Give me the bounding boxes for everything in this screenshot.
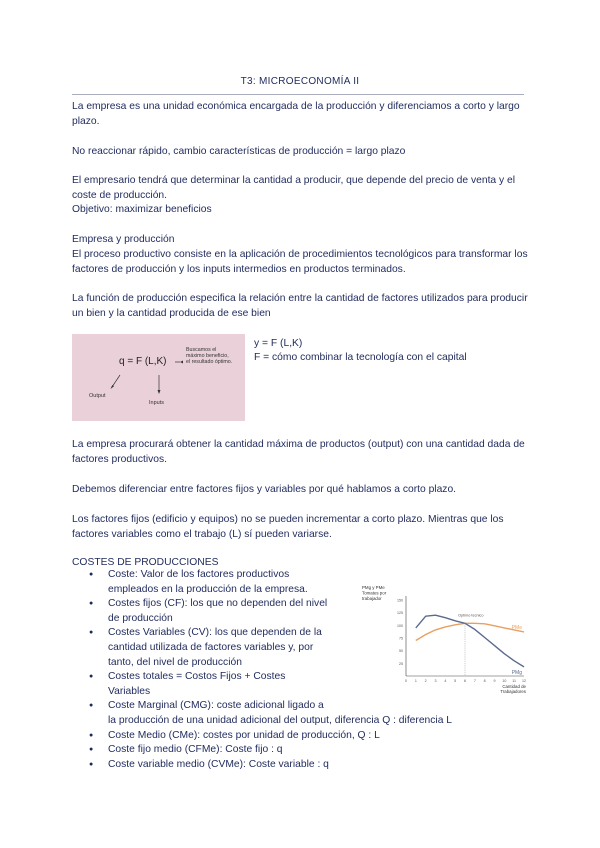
x-tick-label: 10 [502, 679, 507, 683]
list-item [72, 758, 542, 773]
x-tick-label: 7 [473, 679, 476, 683]
y-axis-label: Tomates por [362, 590, 387, 596]
y-tick-label: 75 [399, 636, 403, 641]
x-tick-label: 6 [464, 679, 466, 683]
intro-paragraph: La empresa es una unidad económica encargada de la producción y diferenciamos a corto y largo plazo. [72, 101, 520, 127]
optimum-note [186, 347, 232, 366]
list-item-line: la producción de una unidad adicional del output, diferencia Q : diferencia L [108, 714, 453, 726]
x-axis-label: Cantidad de [502, 684, 526, 689]
x-tick-label: 3 [434, 679, 437, 683]
y-tick-label: 150 [397, 598, 403, 603]
list-item-line: ● Coste: Valor de los factores productivos [108, 569, 290, 580]
page-title: T3: MICROECONOMÍA II [240, 76, 360, 87]
section-heading-costes: COSTES DE PRODUCCIONES [72, 557, 219, 568]
title-divider [72, 94, 524, 95]
legend-pme: PMe [511, 624, 522, 631]
y-axis-label: PMg y PMe [362, 585, 385, 590]
list-item-line: de producción [108, 612, 173, 624]
x-tick-label: 2 [424, 679, 427, 683]
x-tick-label: 11 [512, 679, 517, 683]
list-item-line: ● Coste variable medio (CVMe): Coste variable : q [108, 758, 329, 770]
output-label: Output [89, 393, 106, 399]
legend-pmg: PMg [511, 669, 522, 676]
list-item [72, 699, 542, 728]
x-tick-label: 5 [454, 679, 457, 683]
objective-line: Objetivo: maximizar beneficios [72, 204, 212, 215]
list-item-line: cantidad utilizada de factores variables y, por [108, 641, 314, 653]
empresario-paragraph: El empresario tendrá que determinar la cantidad a producir, que depende del precio de venta y el coste de producción. [72, 175, 516, 201]
x-tick-label: 1 [414, 679, 417, 683]
list-item [72, 743, 542, 758]
list-item-line: ● Coste fijo medio (CFMe): Coste fijo : q [108, 744, 283, 756]
list-item-line: tanto, del nivel de producción [108, 656, 242, 668]
list-item-line: ● Coste Medio (CMe): costes por unidad de producción, Q : L [108, 729, 380, 741]
function-line-2: F = cómo combinar la tecnología con el capital [254, 352, 467, 363]
section-heading-empresa: Empresa y producción [72, 234, 175, 245]
long-run-paragraph: No reaccionar rápido, cambio características de producción = largo plazo [72, 146, 406, 157]
x-tick-label: 4 [444, 679, 447, 683]
fixed-factors-paragraph: Los factores fijos (edificio y equipos) no se pueden incrementar a corto plazo. Mientras que los factores variables como el trabajo (L) sí pueden variarse. [72, 514, 504, 540]
x-axis-label: Trabajadores [500, 689, 526, 694]
y-tick-label: 100 [397, 623, 403, 628]
optimum-note-line: Buscamos el [186, 347, 217, 353]
list-item-line: ● Costes fijos (CF): los que no dependen del nivel [108, 598, 328, 610]
y-tick-label: 25 [399, 661, 403, 666]
list-item-line: ● Costes Variables (CV): los que dependen de la [108, 627, 322, 639]
list-item [72, 729, 542, 744]
process-paragraph: El proceso productivo consiste en la aplicación de procedimientos tecnológicos para transformar los factores de producción y los inputs intermedios en productos terminados. [72, 249, 528, 275]
inputs-label: Inputs [149, 400, 164, 406]
list-item-line: Variables [108, 685, 151, 697]
list-item-line: ● Coste Marginal (CMG): coste adicional ligado a [108, 700, 324, 712]
x-tick-label: 12 [522, 679, 526, 683]
list-item-line: empleados en la producción de la empresa. [108, 583, 308, 595]
x-tick-label: 0 [405, 679, 407, 683]
pmg-pme-chart [360, 580, 540, 700]
y-tick-label: 125 [397, 611, 403, 616]
optimum-note-line: máximo beneficio, [186, 353, 229, 360]
optimum-annotation: Optimo técnico [458, 613, 484, 618]
production-function-paragraph: La función de producción especifica la relación entre la cantidad de factores utilizados para producir un bien y la cantidad producida de ese bien [72, 293, 528, 319]
x-tick-label: 9 [493, 679, 496, 683]
max-output-paragraph: La empresa procurará obtener la cantidad máxima de productos (output) con una cantidad dada de factores productivos. [72, 439, 525, 465]
list-item-line: ● Costes totales = Costos Fijos + Costes [108, 671, 286, 683]
x-tick-label: 8 [483, 679, 486, 683]
production-function-figure [72, 334, 245, 421]
function-line-1: y = F (L,K) [254, 338, 303, 349]
factors-paragraph: Debemos diferenciar entre factores fijos y variables por qué hablamos a corto plazo. [72, 484, 457, 495]
production-equation: q = F (L,K) [119, 356, 167, 367]
y-axis-label: trabajador [362, 596, 382, 601]
y-tick-label: 50 [399, 649, 403, 654]
optimum-note-line: el resultado óptimo. [186, 359, 233, 366]
